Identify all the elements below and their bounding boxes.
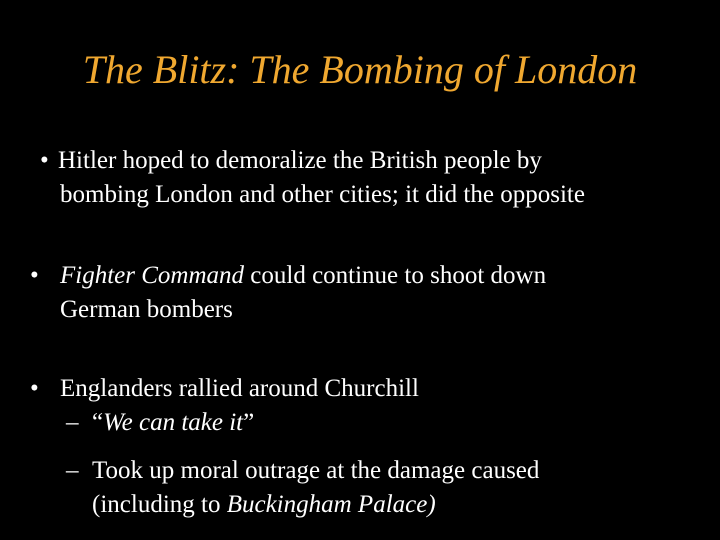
- buckingham-palace-emphasis: Buckingham Palace): [226, 491, 436, 518]
- bullet-3: [30, 372, 419, 406]
- bullet-1-line-2: bombing London and other cities; it did the opposite: [60, 181, 585, 208]
- sub-bullet-1: [66, 406, 255, 440]
- sub-bullet-dash: –: [66, 409, 79, 436]
- sub-bullet-2-line-2: [92, 488, 539, 522]
- bullet-2-line-1-rest: could continue to shoot down: [244, 262, 547, 289]
- bullet-dot: •: [30, 262, 39, 289]
- bullet-3-line-1: Englanders rallied around Churchill: [60, 375, 419, 402]
- quote-emphasis: We can take it: [103, 409, 244, 436]
- bullet-dot: •: [40, 147, 49, 174]
- bullet-1-line-1: Hitler hoped to demoralize the British people by: [58, 147, 542, 174]
- sub-bullet-2-line-1: Took up moral outrage at the damage caused: [92, 457, 540, 484]
- sub-bullet-2-line-2-prefix: (including to: [92, 491, 227, 518]
- bullet-2-line-1: [60, 259, 546, 293]
- sub-bullet-1-close-quote: ”: [243, 409, 255, 436]
- slide-title: The Blitz: The Bombing of London: [82, 47, 638, 92]
- sub-bullet-1-open-quote: “: [92, 409, 104, 436]
- bullet-2-line-2: German bombers: [60, 296, 233, 323]
- bullet-1: [40, 144, 585, 212]
- bullet-2: [30, 259, 547, 327]
- sub-bullet-2: [66, 454, 540, 522]
- bullet-dot: •: [30, 375, 39, 402]
- sub-bullet-dash: –: [66, 457, 79, 484]
- fighter-command-emphasis: Fighter Command: [60, 262, 245, 289]
